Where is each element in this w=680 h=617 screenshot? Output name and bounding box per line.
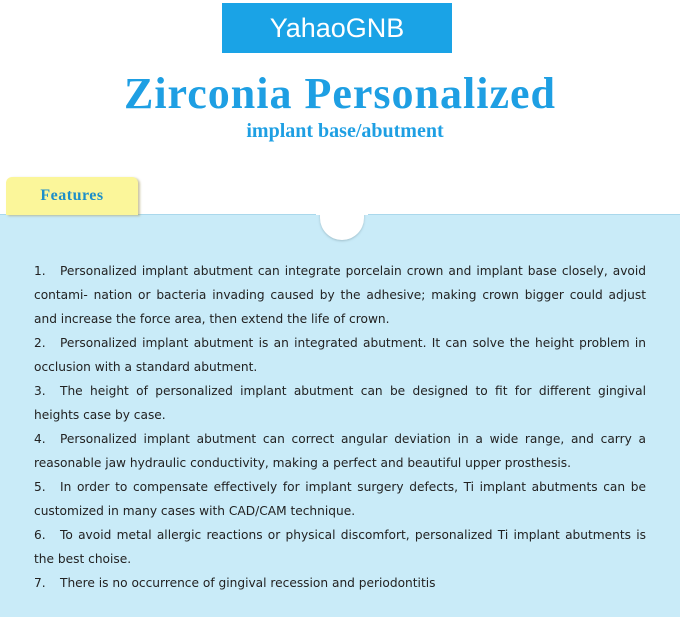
item-number: 6. xyxy=(34,528,46,542)
features-tab xyxy=(6,177,138,215)
panel-notch-cap xyxy=(316,195,368,215)
item-text: Personalized implant abutment can integrate porcelain crown and implant base closely, avoid contami- nation or bacteria invading caused by the adhesive; making crown bigger could adjust and increase the force area, then extend the life of crown. xyxy=(34,264,646,326)
page-subtitle: implant base/abutment xyxy=(246,120,444,142)
item-text: The height of personalized implant abutment can be designed to fit for different gingival heights case by case. xyxy=(34,384,646,422)
brand-name: YahaoGNB xyxy=(269,12,405,43)
item-text: Personalized implant abutment is an integrated abutment. It can solve the height problem in occlusion with a standard abutment. xyxy=(34,336,646,374)
item-text: To avoid metal allergic reactions or physical discomfort, personalized Ti implant abutments is the best choise. xyxy=(34,528,646,566)
list-item xyxy=(34,379,646,427)
list-item xyxy=(34,331,646,379)
list-item xyxy=(34,259,646,331)
item-number: 3. xyxy=(34,384,46,398)
item-text: In order to compensate effectively for implant surgery defects, Ti implant abutments can be customized in many cases with CAD/CAM technique. xyxy=(34,480,646,518)
item-number: 4. xyxy=(34,432,46,446)
item-number: 7. xyxy=(34,576,46,590)
features-list xyxy=(34,259,646,595)
item-number: 1. xyxy=(34,264,46,278)
list-item xyxy=(34,523,646,571)
list-item xyxy=(34,427,646,475)
item-number: 2. xyxy=(34,336,46,350)
item-number: 5. xyxy=(34,480,46,494)
item-text: Personalized implant abutment can correct angular deviation in a wide range, and carry a reasonable jaw hydraulic conductivity, making a perfect and beautiful upper prosthesis. xyxy=(34,432,646,470)
list-item xyxy=(34,475,646,523)
features-tab-label: Features xyxy=(40,187,104,204)
page-title: Zirconia Personalized xyxy=(123,69,557,118)
item-text: There is no occurrence of gingival recession and periodontitis xyxy=(60,576,436,590)
brand-banner xyxy=(222,3,452,53)
list-item xyxy=(34,571,646,595)
